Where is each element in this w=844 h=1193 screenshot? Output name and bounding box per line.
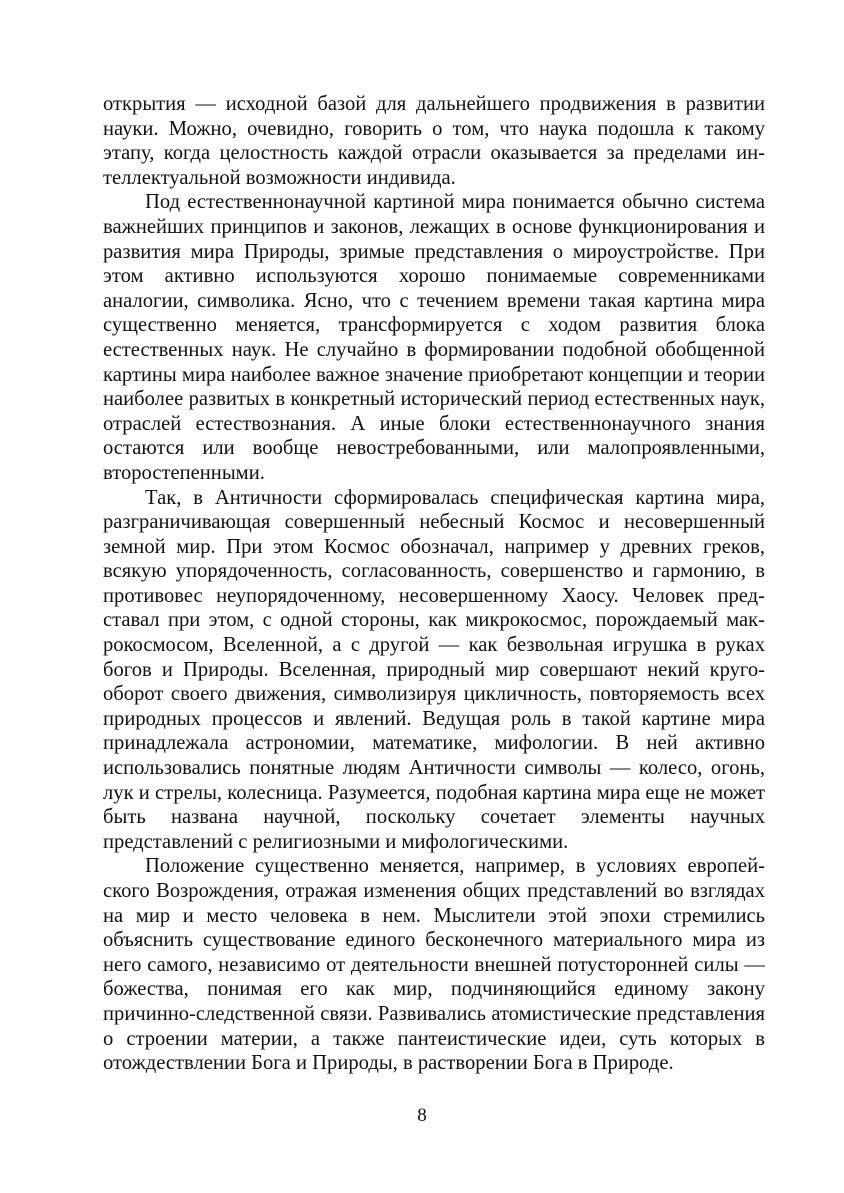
paragraph-continuation: открытия — исходной базой для дальнейшего продвижения в развитии науки. Можно, очевидно, говорить о том, что наука подошла к такому этапу, когда целостность каждой отрасли оказывается за пределами интеллектуальной возможности индивида.: [103, 93, 765, 189]
page-number: 8: [417, 1105, 427, 1126]
paragraph-renaissance: Положение существенно меняется, например, в условиях европейского Возрождения, отражая изменения общих представлений во взглядах на мир и место человека в нем. Мыслители этой эпохи стремились объяснить существование единого бесконечного материального мира из него самого, независимо от деятельности внешней потусторонней силы — божества, понимая его как мир, подчиняющийся единому закону причинно-следственной связи. Развивались атомистические представления о строении материи, а также пантеистические идеи, суть которых в отождествлении Бога и Природы, в растворении Бога в Природе.: [103, 855, 765, 1075]
page-body: [103, 92, 765, 1076]
paragraph-antiquity: Так, в Античности сформировалась специфическая картина мира, разграничивающая совершенный небесный Космос и несовершенный земной мир. При этом Космос обозначал, например у древних греков, всякую упорядоченность, согласованность, совершенство и гармонию, в противовес неупорядоченному, несовершенному Хаосу. Человек представал при этом, с одной стороны, как микрокосмос, порождаемый макрокосмосом, Вселенной, а с другой — как безвольная игрушка в руках богов и Природы. Вселенная, природный мир совершают некий кругооборот своего движения, символизируя цикличность, повторяемость всех природных процессов и явлений. Ведущая роль в такой картине мира принадлежала астрономии, математике, мифологии. В ней активно использовались понятные людям Античности символы — колесо, огонь, лук и стрелы, колесница. Разумеется, подобная картина мира еще не может быть названа научной, поскольку сочетает элементы научных представлений с религиозными и мифологическими.: [103, 486, 765, 853]
paragraph-natural-science-picture: Под естественнонаучной картиной мира понимается обычно система важнейших принципов и законов, лежащих в основе функционирования и развития мира Природы, зримые представления о мироустройстве. При этом активно используются хорошо понимаемые современниками аналогии, символика. Ясно, что с течением времени такая картина мира существенно меняется, трансформируется с ходом развития блока естественных наук. Не случайно в формировании подобной обобщенной картины мира наиболее важное значение приобретают концепции и теории наиболее развитых в конкретный исторический период естественных наук, отраслей естествознания. А иные блоки естественнонаучного знания остаются или вообще невостребованными, или малопроявленными, второстепенными.: [103, 191, 765, 484]
